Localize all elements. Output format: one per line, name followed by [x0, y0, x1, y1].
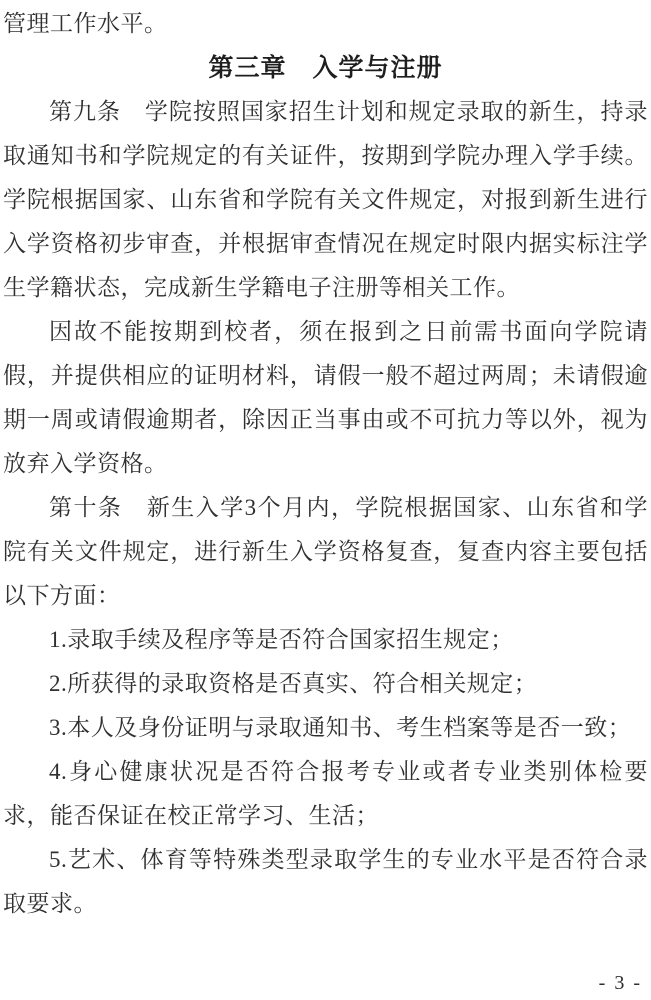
paragraph-article-9: 第九条 学院按照国家招生计划和规定录取的新生，持录取通知书和学院规定的有关证件，按期到学院办理入学手续。学院根据国家、山东省和学院有关文件规定，对报到新生进行入学资格初步审查，并根据审查情况在规定时限内据实标注学生学籍状态，完成新生学籍电子注册等相关工作。: [3, 99, 648, 300]
list-item-4: 4.身心健康状况是否符合报考专业或者专业类别体检要求，能否保证在校正常学习、生活；: [3, 759, 648, 828]
list-item-5: 5.艺术、体育等特殊类型录取学生的专业水平是否符合录取要求。: [3, 847, 648, 916]
list-item-3: 3.本人及身份证明与录取通知书、考生档案等是否一致；: [49, 715, 632, 740]
list-item-2: 2.所获得的录取资格是否真实、符合相关规定；: [49, 671, 538, 696]
paragraph-article-10: 第十条 新生入学3个月内，学院根据国家、山东省和学院有关文件规定，进行新生入学资格复查，复查内容主要包括以下方面：: [3, 495, 648, 608]
continuation-paragraph: 管理工作水平。: [3, 11, 168, 36]
paragraph-leave-request: 因故不能按期到校者，须在报到之日前需书面向学院请假，并提供相应的证明材料，请假一般不超过两周；未请假逾期一周或请假逾期者，除因正当事由或不可抗力等以外，视为放弃入学资格。: [3, 319, 648, 476]
list-item-1: 1.录取手续及程序等是否符合国家招生规定；: [49, 627, 514, 652]
document-text-block: [3, 2, 648, 926]
page-number: - 3 -: [598, 972, 642, 994]
chapter-heading: 第三章 入学与注册: [208, 53, 443, 82]
